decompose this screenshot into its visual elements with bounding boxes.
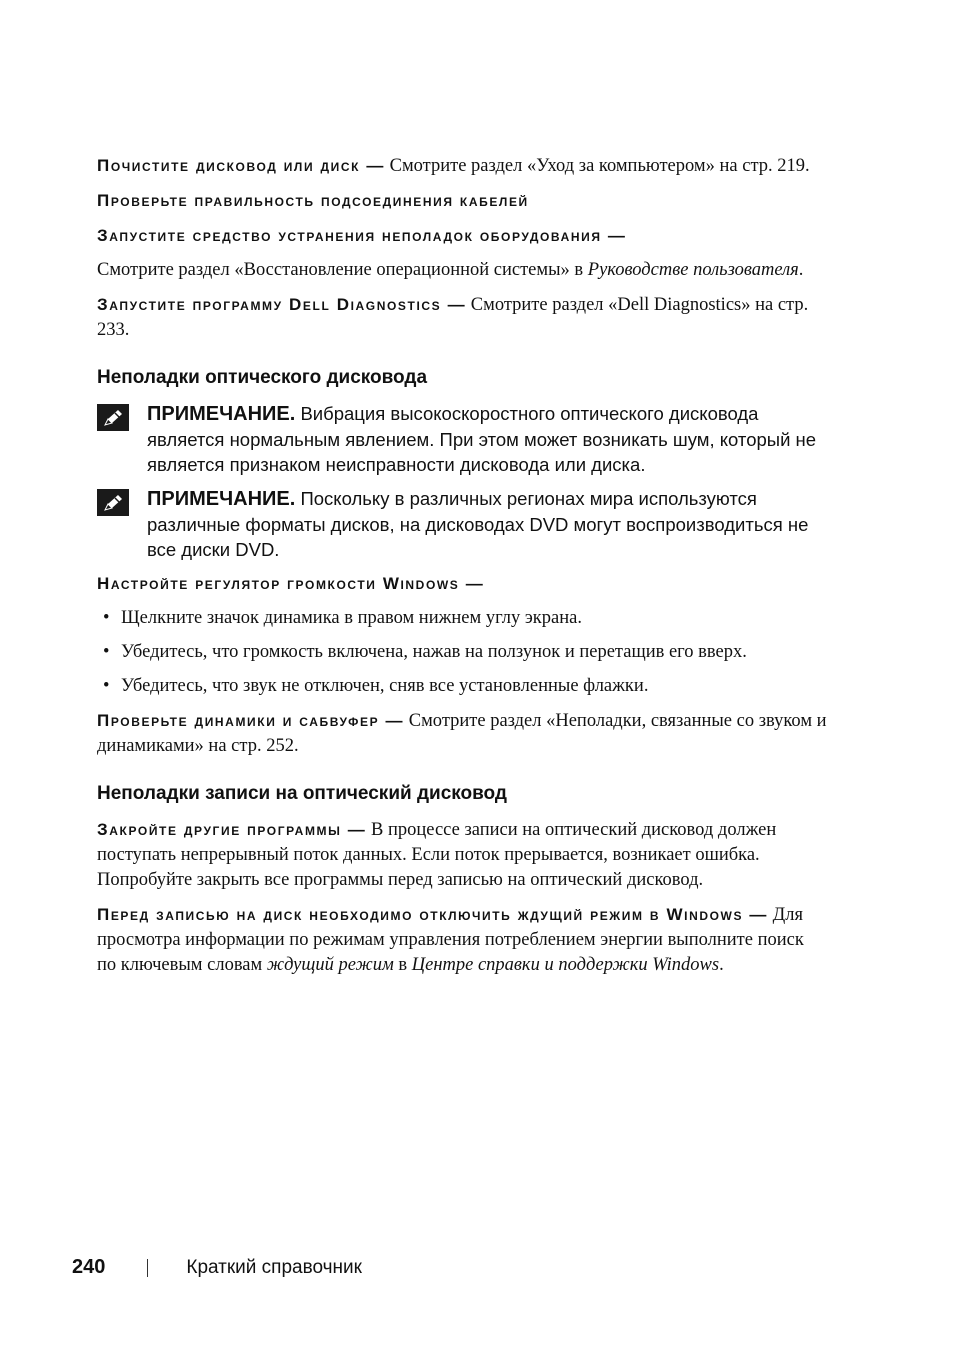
page-footer [72, 1256, 362, 1279]
pencil-note-icon [97, 489, 129, 516]
dell-diagnostics-text: Смотрите раздел «Dell Diagnostics» на стр. 233. [97, 295, 809, 340]
check-cables-paragraph [97, 188, 827, 214]
note-body: Вибрация высокоскоростного оптического дисковода является нормальным явлением. При этом может возникать шум, который не является признаком неисправности дисковода или диска. [147, 403, 817, 475]
bullet-icon: • [103, 676, 110, 696]
note-dvd-text [147, 486, 827, 562]
standby-text: Для просмотра информации по режимам управления потреблением энергии выполните поиск по ключевым словам [97, 905, 804, 975]
volume-heading-line [97, 571, 827, 597]
bullet-icon: • [103, 642, 110, 662]
bullet-icon: • [103, 608, 110, 628]
troubleshooter-text: Смотрите раздел «Восстановление операционной системы» в [97, 260, 588, 280]
standby-heading: Перед записью на диск необходимо отключить ждущий режим в Windows — [97, 905, 768, 924]
note-vibration-text [147, 401, 827, 477]
pencil-note-icon [97, 404, 129, 431]
speakers-heading: Проверьте динамики и сабвуфер — [97, 711, 405, 730]
optical-drive-section-title: Неполадки оптического дисковода [97, 367, 428, 388]
check-cables-heading: Проверьте правильность подсоединения кабелей [97, 191, 529, 210]
list-item: • Убедитесь, что громкость включена, нажав на ползунок и перетащив его вверх. [97, 640, 827, 665]
list-item: • Убедитесь, что звук не отключен, сняв все установленные флажки. [97, 674, 827, 699]
page-number: 240 [72, 1256, 106, 1278]
close-programs-text: В процессе записи на оптический дисковод должен поступать непрерывный поток данных. Если поток прерывается, возникает ошибка. Попробуйте закрыть все программы перед записью на оптический дисковод. [97, 820, 777, 890]
close-programs-paragraph [97, 817, 827, 893]
dell-diagnostics-heading: Запустите программу Dell Diagnostics — [97, 295, 467, 314]
troubleshooter-text-end: . [798, 260, 804, 280]
troubleshooter-heading-line [97, 223, 827, 249]
note-label: ПРИМЕЧАНИЕ. [147, 403, 296, 425]
troubleshooter-heading: Запустите средство устранения неполадок оборудования — [97, 226, 627, 245]
speakers-paragraph [97, 708, 827, 759]
close-programs-heading: Закройте другие программы — [97, 820, 367, 839]
list-item: • Щелкните значок динамика в правом нижнем углу экрана. [97, 606, 827, 631]
volume-heading: Настройте регулятор громкости Windows — [97, 574, 485, 593]
user-guide-title: Руководстве пользователя [587, 260, 799, 280]
clean-drive-heading: Почистите дисковод или диск — [97, 156, 385, 175]
troubleshooter-paragraph [97, 258, 827, 283]
standby-keyword: ждущий режим [266, 955, 394, 975]
clean-drive-paragraph [97, 153, 827, 179]
footer-section-title: Краткий справочник [186, 1256, 362, 1278]
note-dvd-formats [97, 486, 827, 562]
note-body: Поскольку в различных регионах мира используются различные форматы дисков, на дисководах DVD могут воспроизводиться не все диски DVD. [147, 488, 809, 560]
volume-steps-list [97, 606, 827, 699]
speakers-text: Смотрите раздел «Неполадки, связанные со звуком и динамиками» на стр. 252. [97, 711, 827, 756]
page-content [97, 153, 827, 987]
optical-write-section-title: Неполадки записи на оптический дисковод [97, 783, 507, 804]
dell-diagnostics-paragraph [97, 292, 827, 343]
clean-drive-text: Смотрите раздел «Уход за компьютером» на стр. 219. [389, 156, 810, 176]
footer-divider [147, 1259, 148, 1277]
note-vibration [97, 401, 827, 477]
note-label: ПРИМЕЧАНИЕ. [147, 488, 296, 510]
help-center-title: Центре справки и поддержки Windows [411, 955, 720, 975]
standby-paragraph: Перед записью на диск необходимо отключить ждущий режим в Windows — Для просмотра информации по режимам управления потреблением энергии выполните поиск по ключевым словам ждущий режим в Центре справки и поддержки Windows. [97, 905, 804, 975]
